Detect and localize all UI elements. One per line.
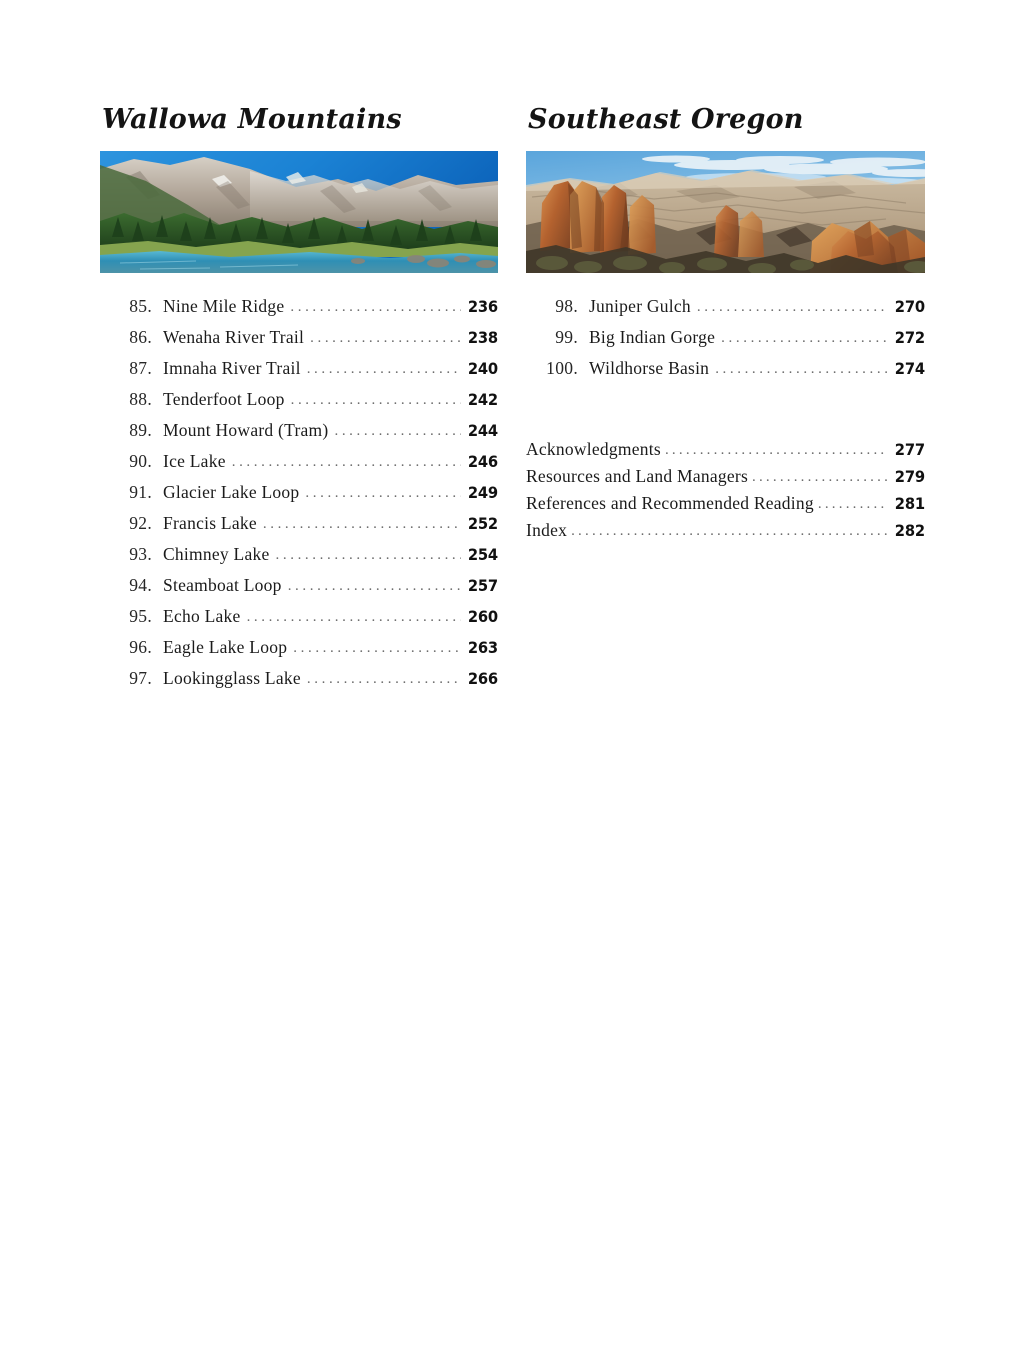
toc-entry[interactable] bbox=[100, 571, 498, 602]
entry-page-number: 274 bbox=[894, 358, 925, 378]
entry-title: Francis Lake bbox=[163, 512, 257, 533]
toc-entry[interactable] bbox=[100, 602, 498, 633]
toc-entry[interactable] bbox=[526, 354, 925, 385]
toc-entry[interactable] bbox=[100, 540, 498, 571]
toc-list-backmatter bbox=[526, 437, 925, 545]
entry-number: 92. bbox=[129, 512, 152, 533]
entry-page-number: 242 bbox=[467, 389, 498, 409]
dot-leader bbox=[310, 324, 461, 353]
column-wallowa-mountains bbox=[100, 105, 498, 695]
entry-number: 91. bbox=[129, 481, 152, 502]
entry-number: 97. bbox=[129, 667, 152, 688]
toc-entry[interactable] bbox=[100, 354, 498, 385]
southeast-oregon-photo bbox=[526, 151, 925, 273]
toc-entry[interactable] bbox=[100, 292, 498, 323]
toc-list-wallowa bbox=[100, 292, 498, 695]
backmatter-entry[interactable] bbox=[526, 464, 925, 491]
toc-entry[interactable] bbox=[100, 447, 498, 478]
entry-number: 94. bbox=[129, 574, 152, 595]
toc-entry[interactable] bbox=[100, 385, 498, 416]
entry-title: Eagle Lake Loop bbox=[163, 636, 288, 657]
section-heading-wallowa-mountains: Wallowa Mountains bbox=[102, 104, 402, 135]
entry-number: 96. bbox=[129, 636, 152, 657]
entry-title: Acknowledgments bbox=[526, 438, 661, 459]
entry-number: 95. bbox=[129, 605, 152, 626]
backmatter-entry[interactable] bbox=[526, 518, 925, 545]
section-heading-southeast-oregon: Southeast Oregon bbox=[528, 104, 804, 135]
entry-title: Ice Lake bbox=[163, 450, 226, 471]
dot-leader bbox=[307, 665, 461, 694]
toc-entry[interactable] bbox=[100, 633, 498, 664]
dot-leader bbox=[752, 465, 888, 490]
dot-leader bbox=[307, 355, 461, 384]
dot-leader bbox=[290, 293, 461, 322]
dot-leader bbox=[291, 386, 461, 415]
entry-title: Glacier Lake Loop bbox=[163, 481, 300, 502]
entry-page-number: 281 bbox=[894, 493, 925, 513]
dot-leader bbox=[715, 355, 888, 384]
entry-page-number: 257 bbox=[467, 575, 498, 595]
entry-page-number: 249 bbox=[467, 482, 498, 502]
entry-page-number: 277 bbox=[894, 439, 925, 459]
toc-entry[interactable] bbox=[100, 509, 498, 540]
entry-page-number: 266 bbox=[467, 668, 498, 688]
toc-entry[interactable] bbox=[526, 323, 925, 354]
dot-leader bbox=[305, 479, 461, 508]
entry-page-number: 270 bbox=[894, 296, 925, 316]
toc-entry[interactable] bbox=[100, 478, 498, 509]
entry-page-number: 240 bbox=[467, 358, 498, 378]
entry-title: Steamboat Loop bbox=[163, 574, 282, 595]
dot-leader bbox=[665, 438, 888, 463]
backmatter-entry[interactable] bbox=[526, 491, 925, 518]
entry-title: Wenaha River Trail bbox=[163, 326, 305, 347]
entry-page-number: 236 bbox=[467, 296, 498, 316]
entry-number: 85. bbox=[129, 295, 152, 316]
dot-leader bbox=[818, 492, 888, 517]
entry-number: 89. bbox=[129, 419, 152, 440]
entry-number: 100. bbox=[546, 357, 578, 378]
entry-title: Lookingglass Lake bbox=[163, 667, 301, 688]
southeast-oregon-photo-art bbox=[526, 151, 925, 273]
backmatter-entry[interactable] bbox=[526, 437, 925, 464]
entry-page-number: 263 bbox=[467, 637, 498, 657]
toc-entry[interactable] bbox=[526, 292, 925, 323]
toc-list-southeast-oregon bbox=[526, 292, 925, 385]
dot-leader bbox=[263, 510, 461, 539]
entry-title: Mount Howard (Tram) bbox=[163, 419, 329, 440]
toc-entry[interactable] bbox=[100, 664, 498, 695]
entry-number: 88. bbox=[129, 388, 152, 409]
entry-title: Nine Mile Ridge bbox=[163, 295, 285, 316]
toc-entry[interactable] bbox=[100, 323, 498, 354]
entry-number: 87. bbox=[129, 357, 152, 378]
entry-number: 90. bbox=[129, 450, 152, 471]
entry-page-number: 254 bbox=[467, 544, 498, 564]
dot-leader bbox=[721, 324, 888, 353]
dot-leader bbox=[697, 293, 888, 322]
entry-title: Resources and Land Managers bbox=[526, 465, 749, 486]
dot-leader bbox=[334, 417, 461, 446]
wallowa-mountains-photo bbox=[100, 151, 498, 273]
entry-title: Index bbox=[526, 519, 568, 540]
dot-leader bbox=[571, 519, 888, 544]
column-southeast-oregon bbox=[526, 105, 925, 545]
dot-leader bbox=[232, 448, 461, 477]
entry-number: 99. bbox=[555, 326, 578, 347]
entry-page-number: 282 bbox=[894, 520, 925, 540]
wallowa-photo-art bbox=[100, 151, 498, 273]
entry-title: References and Recommended Reading bbox=[526, 492, 814, 513]
entry-number: 93. bbox=[129, 543, 152, 564]
entry-page-number: 238 bbox=[467, 327, 498, 347]
entry-page-number: 260 bbox=[467, 606, 498, 626]
entry-title: Juniper Gulch bbox=[589, 295, 691, 316]
entry-title: Imnaha River Trail bbox=[163, 357, 301, 378]
entry-title: Chimney Lake bbox=[163, 543, 270, 564]
entry-title: Echo Lake bbox=[163, 605, 241, 626]
entry-number: 86. bbox=[129, 326, 152, 347]
entry-number: 98. bbox=[555, 295, 578, 316]
dot-leader bbox=[288, 572, 461, 601]
toc-entry[interactable] bbox=[100, 416, 498, 447]
entry-page-number: 244 bbox=[467, 420, 498, 440]
entry-page-number: 272 bbox=[894, 327, 925, 347]
entry-title: Big Indian Gorge bbox=[589, 326, 716, 347]
dot-leader bbox=[247, 603, 461, 632]
dot-leader bbox=[293, 634, 461, 663]
entry-page-number: 279 bbox=[894, 466, 925, 486]
entry-page-number: 246 bbox=[467, 451, 498, 471]
entry-title: Tenderfoot Loop bbox=[163, 388, 285, 409]
dot-leader bbox=[276, 541, 461, 570]
entry-page-number: 252 bbox=[467, 513, 498, 533]
entry-title: Wildhorse Basin bbox=[589, 357, 710, 378]
